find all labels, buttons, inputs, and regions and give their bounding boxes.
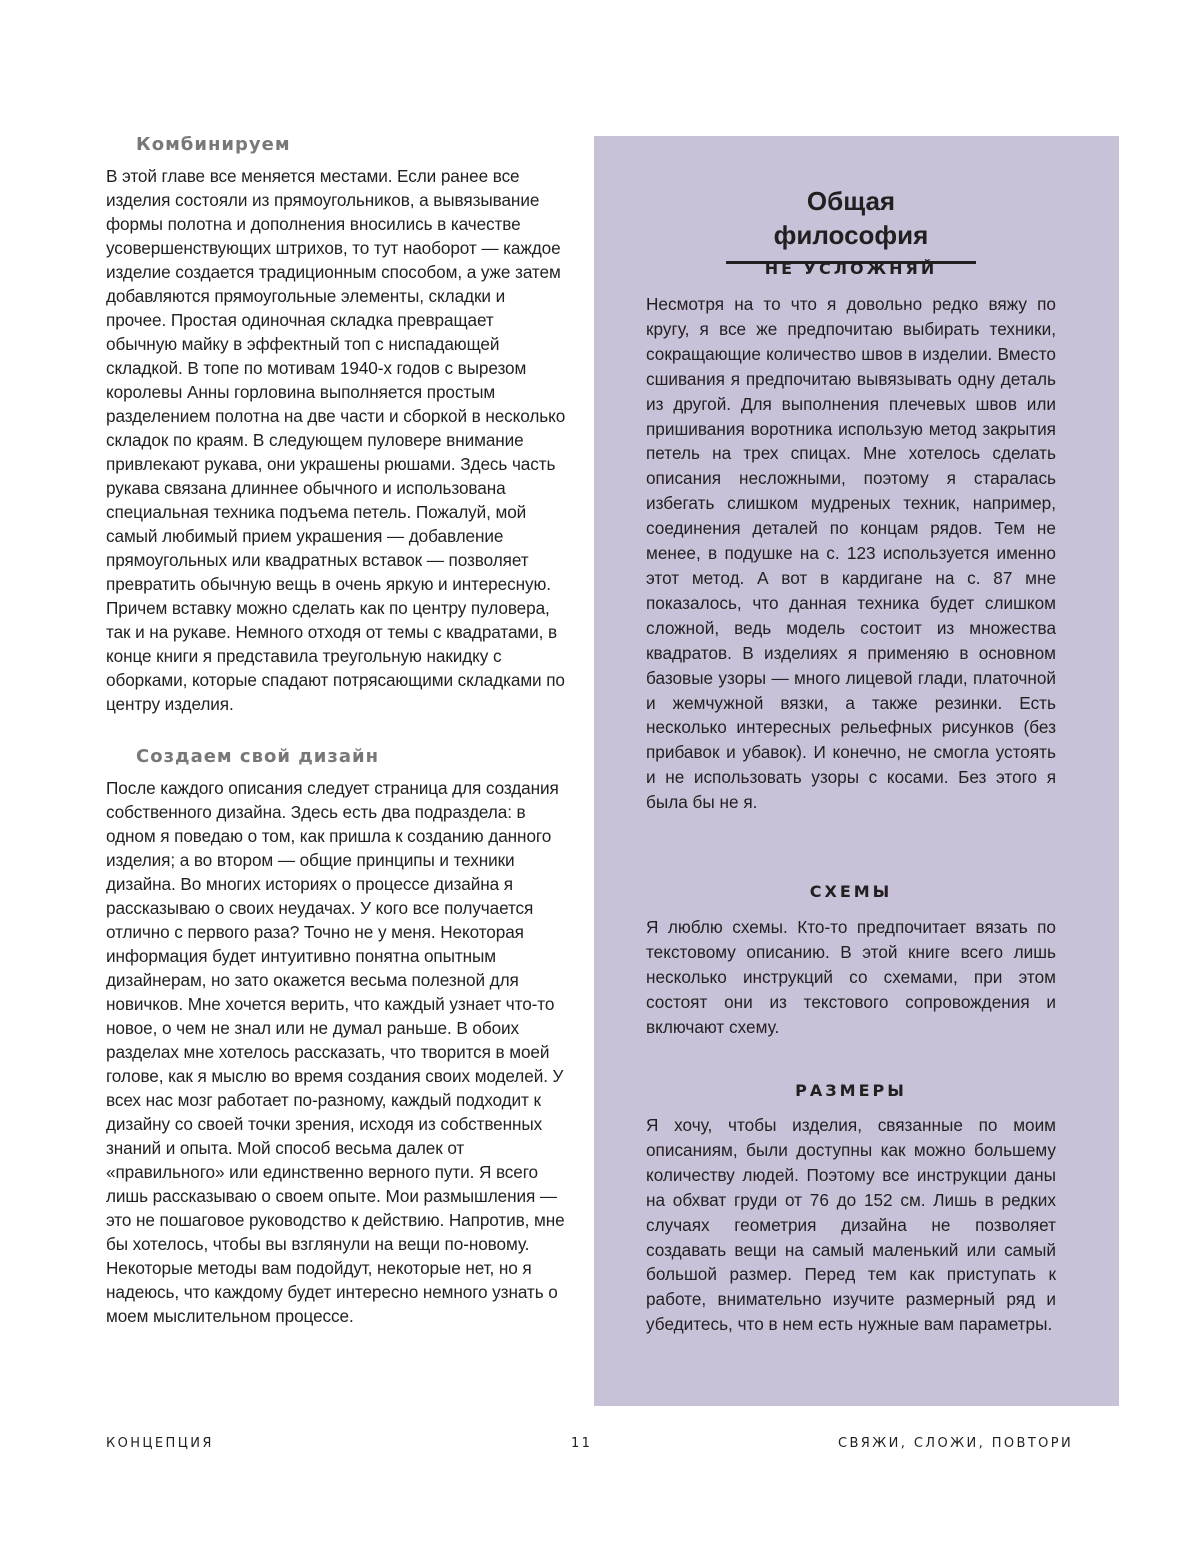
charts-text: Я люблю схемы. Кто-то предпочитает вязать по текстовому описанию. В этой книге всего лишь несколько инструкций со схемами, при этом состоят они из текстового сопровождения и включают схему. (646, 917, 1056, 1037)
combine-paragraph: В этой главе все меняется местами. Если ранее все изделия состояли из прямоугольников, а вывязывание формы полотна и дополнения вносились в качестве усовершенствующих штрихов, то тут наоборот — каждое изделие создается традиционным способом, а уже затем добавляются прямоугольные элементы, складки и прочее. Простая одиночная складка превращает обычную майку в эффектный топ с ниспадающей складкой. В топе по мотивам 1940-х годов с вырезом королевы Анны горловина выполняется простым разделением полотна на две части и сборкой в несколько складок по краям. В следующем пуловере внимание привлекают рукава, они украшены рюшами. Здесь часть рукава связана длиннее обычного и использована специальная техника подъема петель. Пожалуй, мой самый любимый прием украшения — добавление прямоугольных или квадратных вставок — позволяет превратить обычную вещь в очень яркую и интересную. Причем вставку можно сделать как по центру пуловера, так и на рукаве. Немного отходя от темы с квадратами, в конце книги я представила треугольную накидку с оборками, которые спадают потрясающими складками по центру изделия. (106, 166, 566, 714)
sidebar-title: Общая философия (726, 184, 976, 264)
sizes-heading: РАЗМЕРЫ (795, 1081, 907, 1100)
footer-book-title: СВЯЖИ, СЛОЖИ, ПОВТОРИ (838, 1436, 1074, 1451)
keep-simple-heading: НЕ УСЛОЖНЯЙ (764, 259, 938, 278)
design-paragraph: После каждого описания следует страница для создания собственного дизайна. Здесь есть два подраздела: в одном я поведаю о том, как пришла к созданию данного изделия; а во втором — общие принципы и техники дизайна. Во многих историях о процессе дизайна я рассказываю о своих неудачах. У кого все получается отлично с первого раза? Точно не у меня. Некоторая информация будет интуитивно понятна опытным дизайнерам, но зато окажется весьма полезной для новичков. Мне хочется верить, что каждый узнает что-то новое, о чем не знал или не думал раньше. В обоих разделах мне хотелось рассказать, что творится в моей голове, как я мыслю во время создания своих моделей. У всех нас мозг работает по-разному, каждый подходит к дизайну со своей точки зрения, исходя из собственных знаний и опыта. Мой способ весьма далек от «правильного» или единственно верного пути. Я всего лишь рассказываю о своем опыте. Мои размышления — это не пошаговое руководство к действию. Напротив, мне бы хотелось, чтобы вы взглянули на вещи по-новому. Некоторые методы вам подойдут, некоторые нет, но я надеюсь, что каждому будет интересно немного узнать о моем мыслительном процессе. (106, 778, 565, 1326)
footer-chapter: КОНЦЕПЦИЯ (106, 1436, 214, 1451)
main-column (106, 132, 568, 1328)
section-heading-combine: Комбинируем (136, 134, 291, 155)
philosophy-sidebar (594, 136, 1119, 1406)
page-number: 11 (571, 1436, 593, 1451)
sizes-text: Я хочу, чтобы изделия, связанные по моим описаниям, были доступны как можно большему количеству людей. Поэтому все инструкции даны на обхват груди от 76 до 152 см. Лишь в редких случаях геометрия дизайна не позволяет создавать вещи на самый маленький или самый большой размер. Перед тем как приступать к работе, внимательно изучите размерный ряд и убедитесь, что в нем есть нужные вам параметры. (646, 1115, 1056, 1335)
section-heading-design: Создаем свой дизайн (136, 746, 380, 767)
charts-heading: СХЕМЫ (809, 882, 893, 901)
keep-simple-text: Несмотря на то что я довольно редко вяжу по кругу, я все же предпочитаю выбирать техники, сокращающие количество швов в изделии. Вместо сшивания я предпочитаю вывязывать одну деталь из другой. Для выполнения плечевых швов или пришивания воротника использую метод закрытия петель на трех спицах. Мне хотелось сделать описания несложными, поэтому я старалась избегать слишком мудреных техник, например, соединения деталей по концам рядов. Тем не менее, в подушке на с. 123 используется именно этот метод. А вот в кардигане на с. 87 мне показалось, что данная техника будет слишком сложной, ведь модель состоит из множества квадратов. В изделиях я применяю в основном базовые узоры — много лицевой глади, платочной и жемчужной вязки, а также резинки. Есть несколько интересных рельефных рисунков (без прибавок и убавок). И конечно, не смогла устоять и не использовать узоры с косами. Без этого я была бы не я. (646, 294, 1056, 813)
